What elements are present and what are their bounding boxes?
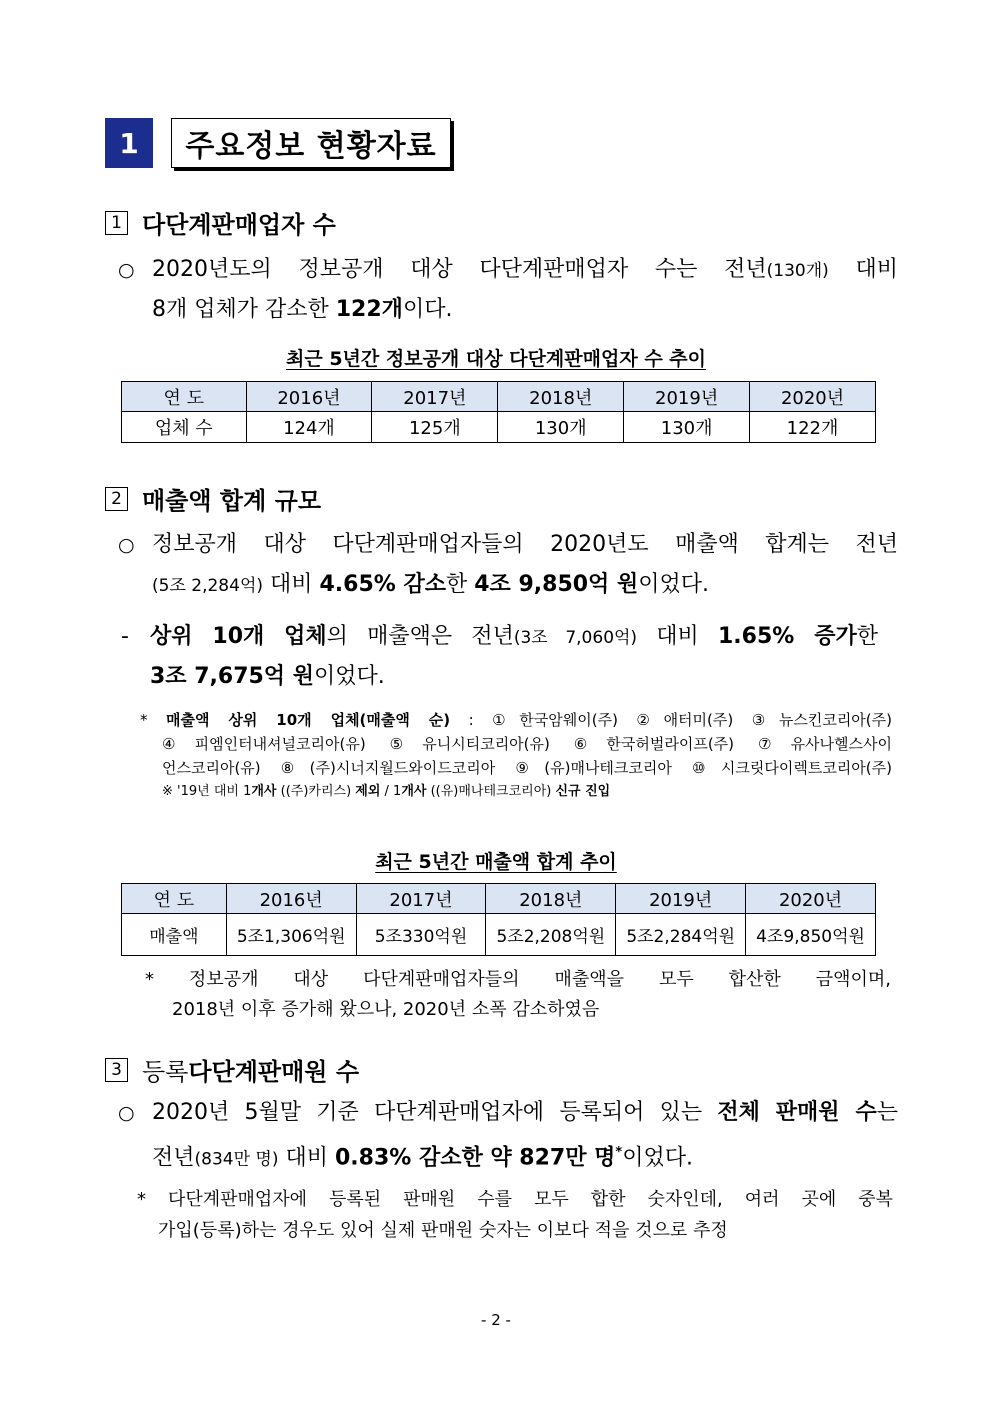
section-number-badge: 1 xyxy=(105,118,153,168)
page-number: - 2 - xyxy=(481,1311,511,1329)
section-2-title: 매출액 합계 규모 xyxy=(142,487,321,515)
bullet-circle: ○ xyxy=(118,1102,135,1124)
table-1-caption: 최근 5년간 정보공개 대상 다단계판매업자 수 추이 xyxy=(286,348,706,370)
section-3-number: 3 xyxy=(105,1058,128,1082)
section-1-paragraph: ○ 2020년도의 정보공개 대상 다단계판매업자 수는 전년(130개) 대비 8개 업체가 감소한 122개이다. xyxy=(118,250,898,330)
section-1-title: 다단계판매업자 수 xyxy=(142,211,336,239)
table-header-row: 연 도 2016년 2017년 2018년 2019년 2020년 xyxy=(122,382,876,412)
table-row: 매출액 5조1,306억원 5조330억원 5조2,208억원 5조2,284억원 4조9,850억원 xyxy=(122,914,876,956)
table-header-row: 연 도 2016년 2017년 2018년 2019년 2020년 xyxy=(122,884,876,914)
bullet-dash: - xyxy=(121,624,129,649)
bullet-circle: ○ xyxy=(118,259,135,281)
table-row: 업체 수 124개 125개 130개 130개 122개 xyxy=(122,412,876,443)
page-title: 주요정보 현황자료 xyxy=(171,118,451,168)
top10-companies-note: * 매출액 상위 10개 업체(매출액 순) : ①한국암웨이(주) ②애터미(주) ③뉴스킨코리아(주) ④피엠인터내셔널코리아(유) ⑤유니시티코리아(유) ⑥한국허벌라이프(주) ⑦유사나헬스사이 언스코리아(유) ⑧(주)시너지월드와이드코리아 ⑨(유)매나테크코리아 ⑩시크릿다이렉트코리아(주) ※ '19년 대비 1개사 ((주)카리스) 제외 / 1개사 ((유)매나테크코리아) 신규 진입 xyxy=(140,711,892,799)
section-2-number: 2 xyxy=(105,487,128,511)
sales-total-table xyxy=(121,883,876,956)
section-2-heading xyxy=(105,481,321,516)
section-2-paragraph: ○ 정보공개 대상 다단계판매업자들의 2020년도 매출액 합계는 전년 (5조 2,284억) 대비 4.65% 감소한 4조 9,850억 원이었다. xyxy=(118,525,898,605)
section-1-heading xyxy=(105,205,336,240)
sales-table-note: * 정보공개 대상 다단계판매업자들의 매출액을 모두 합산한 금액이며, 2018년 이후 증가해 왔으나, 2020년 소폭 감소하였음 xyxy=(145,969,891,1020)
business-count-table xyxy=(121,381,876,443)
bullet-circle: ○ xyxy=(118,534,135,556)
table-2-caption: 최근 5년간 매출액 합계 추이 xyxy=(375,851,617,873)
section-1-number: 1 xyxy=(105,211,128,235)
section-3-note: * 다단계판매업자에 등록된 판매원 수를 모두 합한 숫자인데, 여러 곳에 중복 가입(등록)하는 경우도 있어 실제 판매원 숫자는 이보다 적을 것으로 추정 xyxy=(137,1189,893,1241)
section-3-paragraph: ○ 2020년 5월말 기준 다단계판매업자에 등록되어 있는 전체 판매원 수는 전년(834만 명) 대비 0.83% 감소한 약 827만 명*이었다. xyxy=(118,1093,898,1173)
top10-paragraph: - 상위 10개 업체의 매출액은 전년(3조 7,060억) 대비 1.65% 증가한 3조 7,675억 원이었다. xyxy=(121,617,878,697)
section-3-heading: 3 등록 다단계판매원 수 xyxy=(105,1052,359,1087)
